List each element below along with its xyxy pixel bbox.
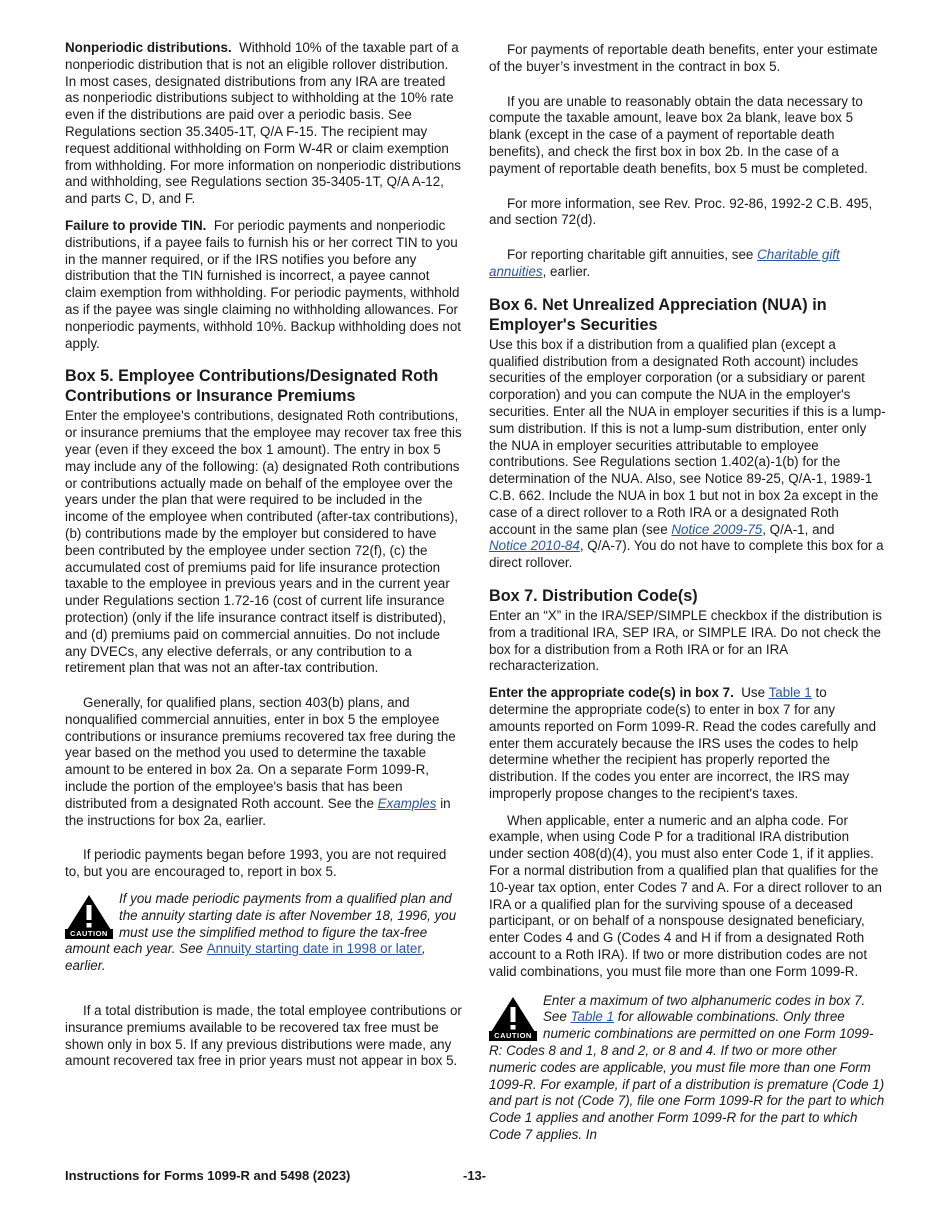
box5-paragraph-2 — [65, 695, 462, 829]
box6-paragraph — [489, 337, 886, 572]
tin-heading: Failure to provide TIN. — [65, 217, 207, 233]
tin-body: For periodic payments and nonperiodic distributions, if a payee fails to furnish his or her correct TIN to you in the manner required, or if the IRS notifies you before any distribution that the TIN furnished is incorrect, a payee cannot claim exemption from withholding. For periodic payments, withhold as if the payee was single claiming no withholding allowances. For nonperiodic payments, withhold 10%. Backup withholding does not apply. — [65, 217, 462, 351]
caution1-text-a: If you made periodic payments from a qualified plan and the annuity starting date is after November 18, 1996, you must use the simplified method to figure the tax-free amount each year. See — [65, 891, 457, 957]
box6-heading: Box 6. Net Unrealized Appreciation (NUA) in Employer's Securities — [489, 295, 827, 334]
box5-paragraph-3: If periodic payments began before 1993, you are not required to, but you are encouraged to, report in box 5. — [65, 847, 447, 880]
box5-heading: Box 5. Employee Contributions/Designated Roth Contributions or Insurance Premiums — [65, 367, 439, 406]
box7-heading: Box 7. Distribution Code(s) — [489, 586, 698, 605]
footer-title: Instructions for Forms 1099-R and 5498 (2023) — [65, 1168, 351, 1183]
box5-paragraph-1: Enter the employee's contributions, designated Roth contributions, or insurance premiums that the employee may recover tax free this year (even if they exceed the box 1 amount). The entry in box 5 may include any of the following: (a) designated Roth contributions or contributions actually made on behalf of the employee over the years under the plan that were required to be included in the income of the employee when contributed (after-tax contributions), (b) contributions made by the employer but considered to have been contributed by the employee under section 72(f), (c) the accumulated cost of premiums paid for life insurance protection taxable to the employee in previous years and in the current year under Regulations section 1.72-16 (cost of current life insurance protection) (only if the life insurance contract itself is distributed), and (d) premiums paid on commercial annuities. Do not include any DVECs, any elective deferrals, or any contribution to a retirement plan that was not an after-tax contribution. — [65, 408, 462, 676]
right-column — [489, 40, 886, 1156]
box7-p2-text-b: to determine the appropriate code(s) to enter in box 7 for any amounts reported on Form 1099-R. Read the codes carefully and enter them accurately because the IRS uses the codes to help determine whether the recipient has properly reported the distribution. If the codes you enter are incorrect, the IRS may improperly propose changes to the recipient's taxes. — [489, 685, 877, 801]
charitable-text-b: , earlier. — [542, 263, 591, 279]
box6-text-c: , Q/A-7). You do not have to complete this box for a direct rollover. — [489, 538, 884, 571]
left-column — [65, 40, 462, 1080]
nonperiodic-paragraph — [65, 40, 462, 208]
caution-box-1 — [65, 891, 462, 975]
notice-2010-84-link[interactable]: Notice 2010-84 — [489, 538, 580, 554]
box6-text-a: Use this box if a distribution from a qualified plan (except a qualified distribution from a designated Roth account) includes securities of the employer corporation (or a subsidiary or parent corporation) and you can compute the NUA in the employer's securities. Enter all the NUA in employer securities if this is a lump-sum distribution. If this is not a lump-sum distribution, enter only the NUA in employer securities attributable to employee contributions. See Regulations section 1.402(a)-1(b) for the determination of the NUA. Also, see Notice 89-25, Q/A-1, 1989-1 C.B. 662. Include the NUA in box 1 but not in box 2a except in the case of a direct rollover to a Roth IRA or a designated Roth account in the same plan (see — [489, 336, 886, 537]
box5-p2-text-a: Generally, for qualified plans, section 403(b) plans, and nonqualified commercial annuities, enter in box 5 the employee contributions or insurance premiums recovered tax free during the year based on the method you used to determine the taxable amount to be entered in box 2a. On a separate Form 1099-R, include the portion of the employee's basis that has been distributed from a designated Roth account. See the — [65, 695, 456, 811]
tin-paragraph — [65, 218, 462, 352]
box5-p2-text-b: in the instructions for box 2a, earlier. — [65, 795, 451, 828]
caution-box-2 — [489, 993, 886, 1144]
box7-paragraph-3: When applicable, enter a numeric and an alpha code. For example, when using Code P for a traditional IRA distribution under section 408(d)(4), you must also enter Code 1, if it applies. For a normal distribution from a qualified plan that qualifies for the 10-year tax option, enter Codes 7 and A. For a direct rollover to an IRA or a qualified plan for the surviving spouse of a deceased participant, or on behalf of a nonspouse designated beneficiary, enter Codes 4 and G (Codes 4 and H if from a designated Roth account to a Roth IRA). If two or more distribution codes are not valid combinations, you must file more than one Form 1099-R. — [489, 812, 883, 979]
box7-paragraph-2 — [489, 685, 886, 803]
death-benefits-paragraph: For payments of reportable death benefits, enter your estimate of the buyer’s investment in the contract in box 5. — [489, 42, 878, 74]
box7-runin-heading: Enter the appropriate code(s) in box 7. — [489, 685, 734, 701]
annuity-starting-date-link[interactable]: Annuity starting date in 1998 or later — [206, 941, 422, 957]
caution-label: CAUTION — [489, 1031, 537, 1041]
charitable-gift-annuities-link[interactable]: Charitable gift annuities — [489, 247, 840, 279]
charitable-paragraph — [489, 247, 886, 281]
examples-link[interactable]: Examples — [377, 795, 437, 811]
caution2-text-b: for allowable combinations. Only three numeric combinations are permitted on one Form 1099-R: Codes 8 and 1, 8 and 2, or 8 and 4. If two or more other numeric codes are applicable, you must file more than one Form 1099-R. For example, if part of a distribution is premature (Code 1) and part is not (Code 7), file one Form 1099-R for the part to which Code 1 applies and another Form 1099-R for the part to which Code 7 applies. In — [489, 1009, 885, 1143]
caution-icon — [489, 995, 537, 1041]
unable-paragraph: If you are unable to reasonably obtain the data necessary to compute the taxable amount, leave box 2a blank, leave box 5 blank (except in the case of a payment of reportable death benefits), and check the first box in box 2b. In the case of a payment of reportable death benefits, box 5 must be completed. — [489, 93, 868, 176]
nonperiodic-heading: Nonperiodic distributions. — [65, 40, 232, 55]
charitable-text-a: For reporting charitable gift annuities, see — [507, 247, 754, 263]
caution1-text-b: , earlier. — [65, 941, 426, 974]
box5-paragraph-4: If a total distribution is made, the total employee contributions or insurance premiums available to be recovered tax free must be shown only in box 5. If any previous distributions were made, any amount recovered tax free in prior years must not appear in box 5. — [65, 1003, 462, 1069]
more-info-paragraph: For more information, see Rev. Proc. 92-86, 1992-2 C.B. 495, and section 72(d). — [489, 195, 873, 228]
box7-p2-text-a: Use — [741, 685, 766, 701]
table-1-link[interactable]: Table 1 — [768, 685, 812, 701]
caution-label: CAUTION — [65, 929, 113, 939]
box7-paragraph-1: Enter an “X” in the IRA/SEP/SIMPLE checkbox if the distribution is from a traditional IRA, SEP IRA, or SIMPLE IRA. Do not check the box for a distribution from a Roth IRA or for an IRA recharacterization. — [489, 607, 882, 674]
page-footer — [65, 1168, 885, 1183]
caution2-text-a: Enter a maximum of two alphanumeric codes in box 7. See — [543, 992, 866, 1025]
box6-text-b: , Q/A-1, and — [762, 521, 835, 537]
page-number: -13- — [463, 1168, 487, 1183]
notice-2009-75-link[interactable]: Notice 2009-75 — [671, 521, 763, 537]
nonperiodic-body: Withhold 10% of the taxable part of a nonperiodic distribution that is not an eligible rollover distribution. In most cases, designated distributions from any IRA are treated as nonperiodic distributions subject to withholding at the 10% rate even if the distributions are paid over a periodic basis. See Regulations section 35.3405-1T, Q/A F-15. The recipient may request additional withholding on Form W-4R or claim exemption from withholding. For more information on nonperiodic distributions and withholding, see Regulations section 35-3405-1T, Q/A A-12, and parts C, D, and F. — [65, 40, 461, 207]
table-1-link-caution[interactable]: Table 1 — [570, 1009, 614, 1025]
caution-icon — [65, 893, 113, 939]
